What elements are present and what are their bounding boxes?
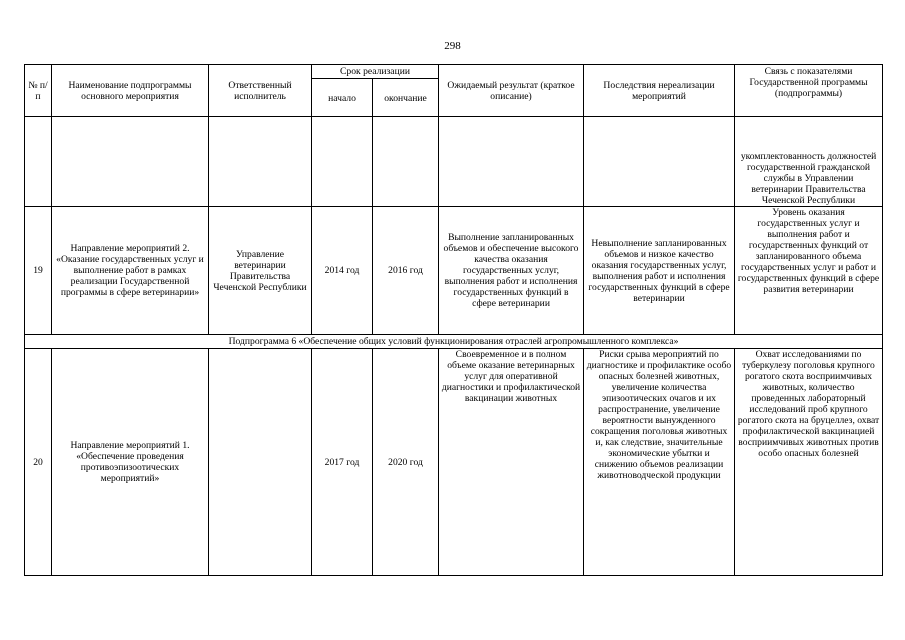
header-row	[25, 65, 883, 79]
section-title: Подпрограмма 6 «Обеспечение общих условий функционирования отраслей агропромышленного комплекса»	[25, 335, 883, 349]
cont-consequences	[584, 117, 735, 207]
cont-link: укомплектованность должностей государственной гражданской службы в Управлении ветеринарии Правительства Чеченской Республики	[735, 117, 883, 207]
row20-end: 2020 год	[373, 349, 439, 576]
program-table	[24, 64, 883, 576]
header-num: № п/п	[25, 65, 52, 117]
row20-start: 2017 год	[312, 349, 373, 576]
row19-consequences: Невыполнение запланированных объемов и низкое качество оказания государственных услуг, выполнения работ и исполнения государственных функций в сфере ветеринарии	[584, 207, 735, 335]
cont-executor	[209, 117, 312, 207]
row20-num: 20	[25, 349, 52, 576]
row19-name: Направление мероприятий 2. «Оказание государственных услуг и выполнение работ в рамках реализации Государственной программы в сфере ветеринарии»	[52, 207, 209, 335]
header-consequences: Последствия нереализации мероприятий	[584, 65, 735, 117]
row20-result: Своевременное и в полном объеме оказание ветеринарных услуг для оперативной диагностики и профилактической вакцинации животных	[439, 349, 584, 576]
row19-executor: Управление ветеринарии Правительства Чеченской Республики	[209, 207, 312, 335]
continuation-row	[25, 117, 883, 207]
row19-result: Выполнение запланированных объемов и обеспечение высокого качества оказания государственных услуг, выполнения работ и исполнения государственных функций в сфере ветеринарии	[439, 207, 584, 335]
header-result: Ожидаемый результат (краткое описание)	[439, 65, 584, 117]
header-start: начало	[312, 79, 373, 117]
row20-executor	[209, 349, 312, 576]
row19-end: 2016 год	[373, 207, 439, 335]
row20-name: Направление мероприятий 1. «Обеспечение проведения противоэпизоотических мероприятий»	[52, 349, 209, 576]
cont-num	[25, 117, 52, 207]
cont-end	[373, 117, 439, 207]
row20-consequences: Риски срыва мероприятий по диагностике и профилактике особо опасных болезней животных, увеличение количества эпизоотических очагов и их распространение, увеличение вероятности вынужденного сокращения поголовья животных и, как следствие, значительные экономические убытки и снижению объемов реализации животноводческой продукции	[584, 349, 735, 576]
row20-link: Охват исследованиями по туберкулезу поголовья крупного рогатого скота восприимчивых животных, количество проведенных лабораторный исследований проб крупного рогатого скота на бруцеллез, охват профилактической вакцинацией восприимчивых животных против особо опасных болезней	[735, 349, 883, 576]
cont-name	[52, 117, 209, 207]
page-number: 298	[444, 40, 461, 52]
header-period: Срок реализации	[312, 65, 439, 79]
table-row-20	[25, 349, 883, 576]
header-executor: Ответственный исполнитель	[209, 65, 312, 117]
header-end: окончание	[373, 79, 439, 117]
cont-start	[312, 117, 373, 207]
header-name: Наименование подпрограммы основного мероприятия	[52, 65, 209, 117]
row19-start: 2014 год	[312, 207, 373, 335]
row19-link: Уровень оказания государственных услуг и выполнения работ и государственных функций от запланированного объема государственных услуг и работ и государственных функций в сфере развития ветеринарии	[735, 207, 883, 335]
row19-num: 19	[25, 207, 52, 335]
header-link: Связь с показателями Государственной программы (подпрограммы)	[735, 65, 883, 117]
table-row-19	[25, 207, 883, 335]
cont-result	[439, 117, 584, 207]
section-row	[25, 335, 883, 349]
